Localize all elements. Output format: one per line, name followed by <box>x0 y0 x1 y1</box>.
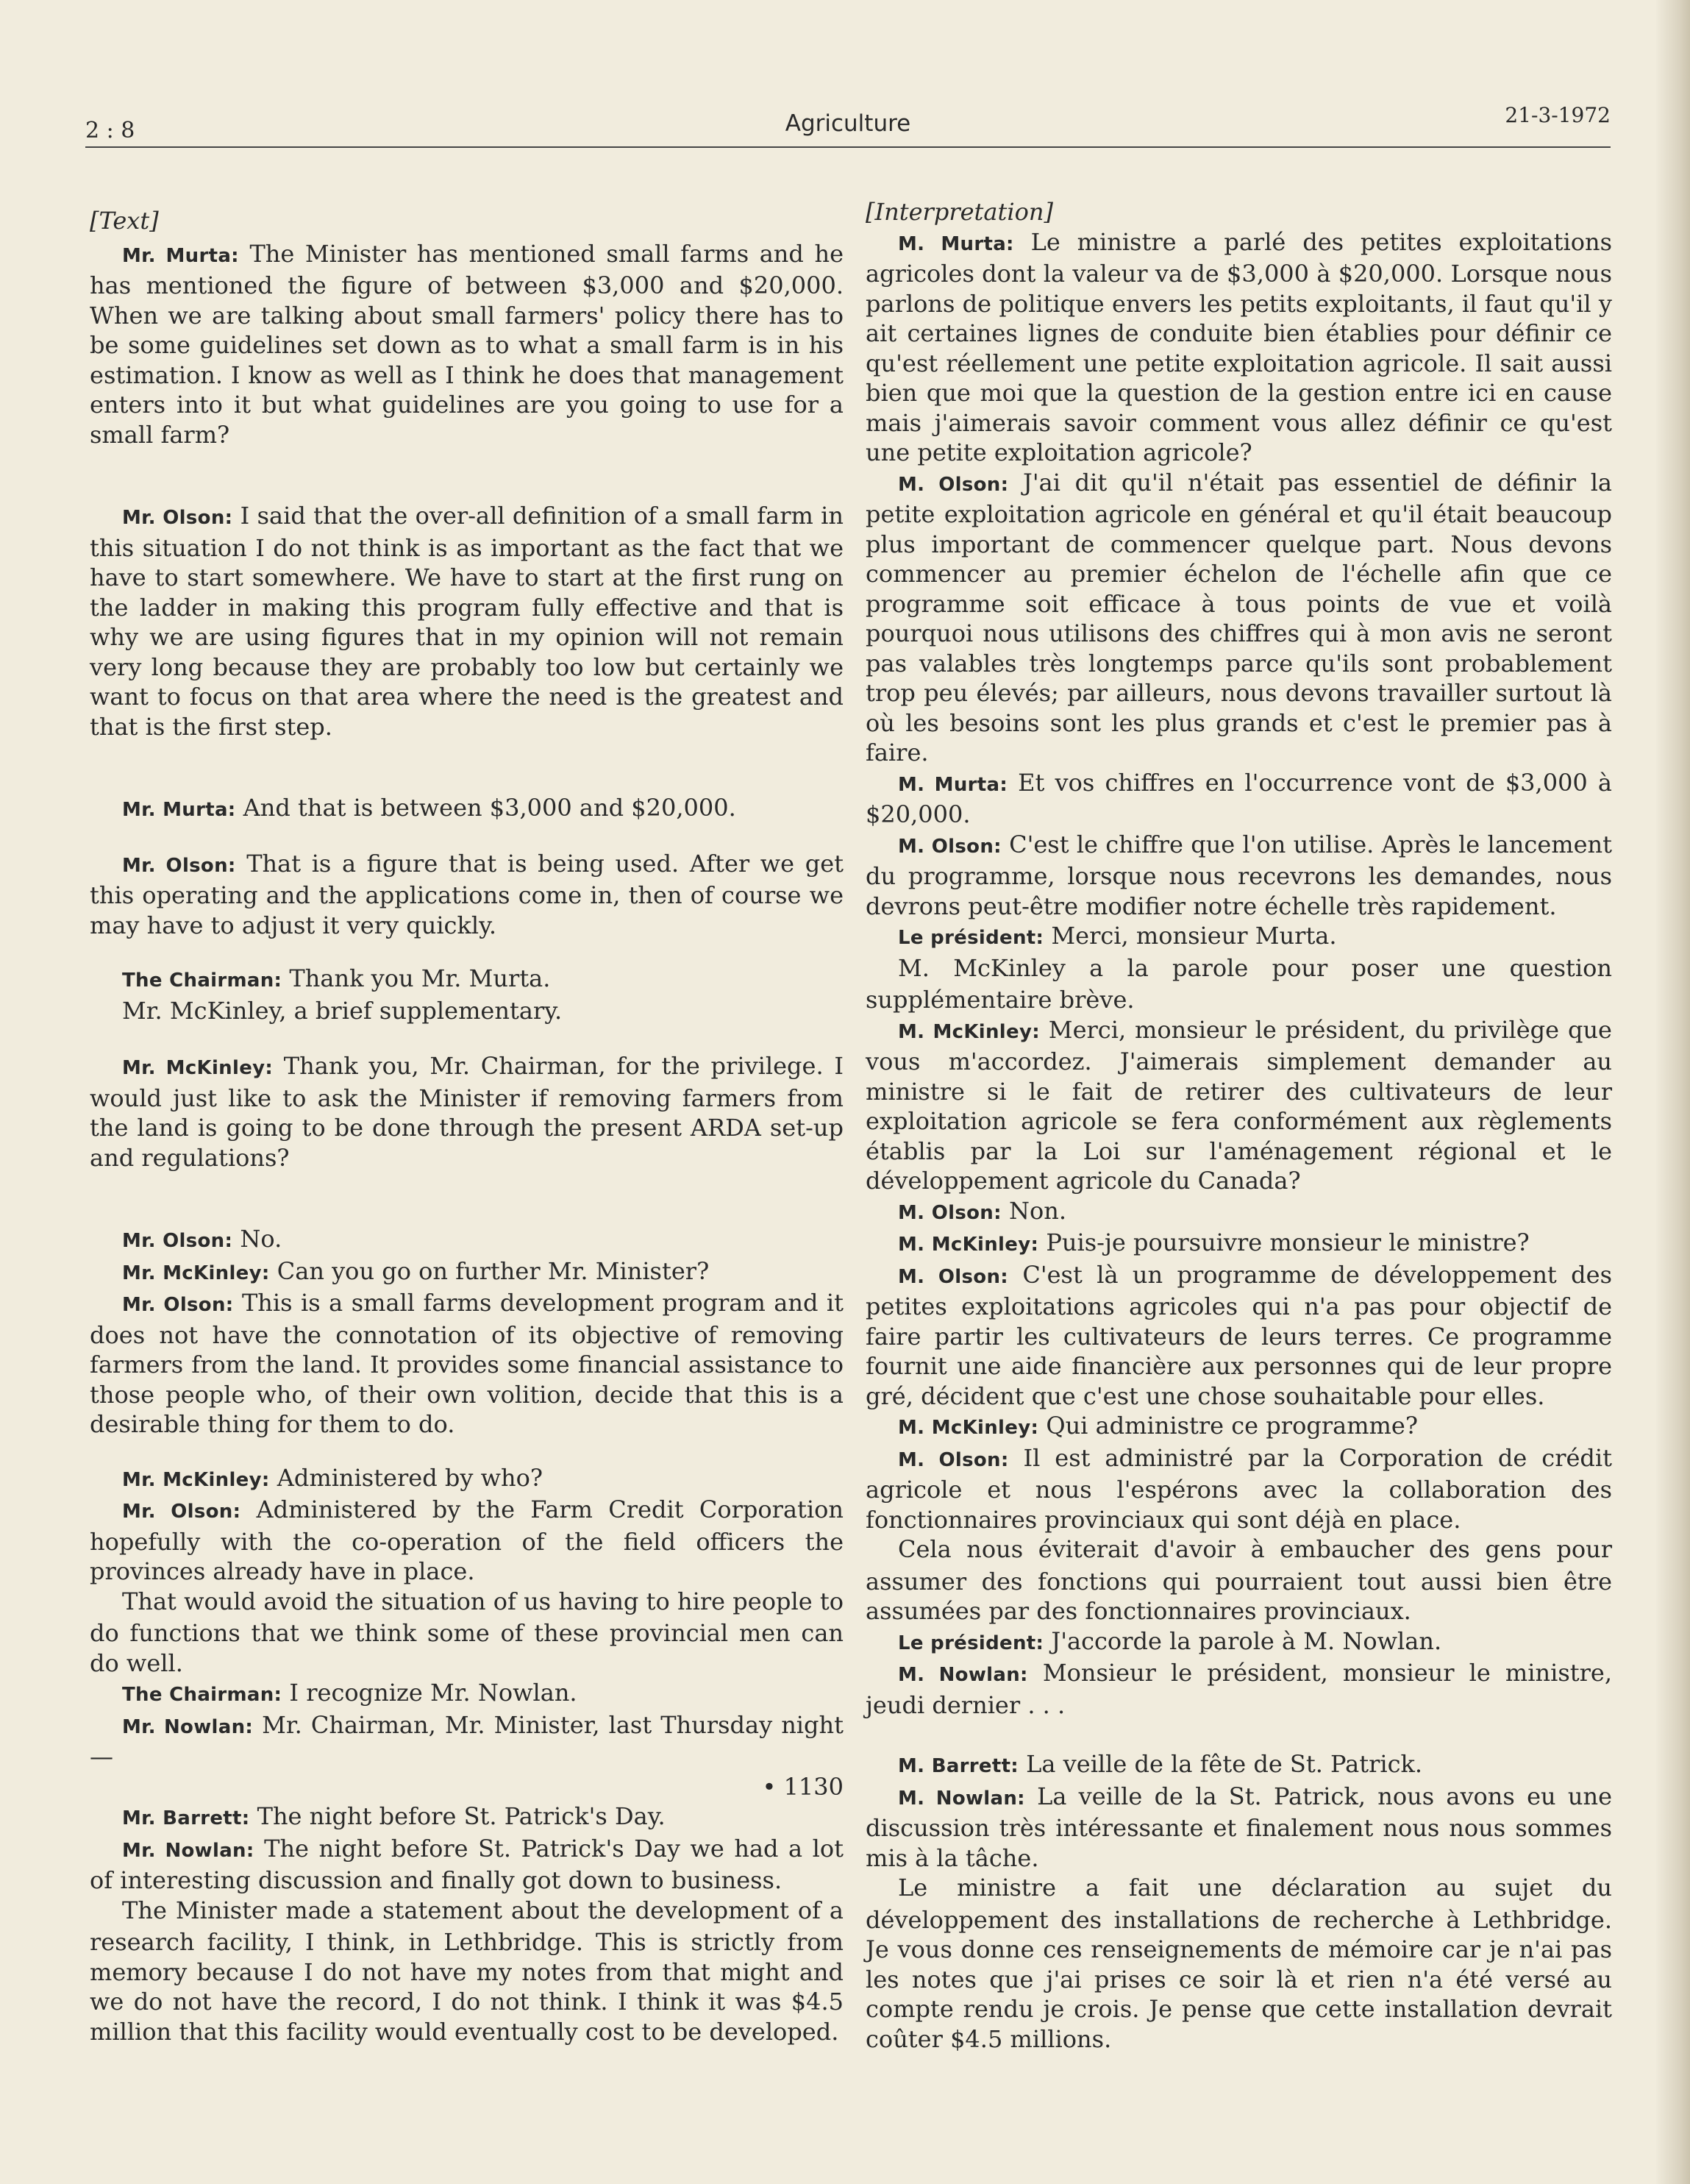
speaker: M. Olson: <box>898 473 1009 496</box>
page-binding-edge <box>1656 0 1690 2184</box>
speaker: M. McKinley: <box>898 1234 1039 1256</box>
speech-text: C'est là un programme de développement des petites exploitations agricoles qui n'a pas pour objectif de faire partir les cultivateurs de leurs terres. Ce programme fournit une aide financière aux personnes qui de leur propre gré, décident que c'est une chose souhaitable pour elles. <box>866 1260 1613 1410</box>
speech-text: The Minister has mentioned small farms and he has mentioned the figure of between $3,000 and $20,000. When we are talking about small farmers' policy there has to be some guidelines set down as to what a small farm is in his estimation. I know as well as I think he does that management enters into it but what guidelines are you going to use for a small farm? <box>90 239 844 449</box>
speech-text: Administered by the Farm Credit Corporation hopefully with the co-operation of the field officers the provinces already have in place. <box>90 1495 844 1585</box>
speaker: M. Nowlan: <box>898 1787 1025 1810</box>
speech-text: La veille de la fête de St. Patrick. <box>1019 1750 1423 1778</box>
speech-text: Cela nous éviterait d'avoir à embaucher des gens pour assumer des fonctions qui pourraient tout aussi bien être assumées par des fonctionnaires provinciaux. <box>866 1535 1612 1625</box>
page-date: 21-3-1972 <box>1505 103 1611 127</box>
speech-text: And that is between $3,000 and $20,000. <box>235 794 736 822</box>
paragraph <box>866 1749 1612 1782</box>
speaker: Mr. Olson: <box>122 507 233 529</box>
paragraph <box>90 793 844 825</box>
speech-text: The night before St. Patrick's Day we had a lot of interesting discussion and finally got down to business. <box>90 1834 844 1894</box>
header-rule <box>85 146 1611 148</box>
speech-text: Il est administré par la Corporation de crédit agricole et nous l'espérons avec la collaboration des fonctionnaires provinciaux qui sont déjà en place. <box>866 1443 1613 1534</box>
speaker: M. Olson: <box>898 1201 1002 1224</box>
speech-text: This is a small farms development program and it does not have the connotation of its objective of removing farmers from the land. It provides some financial assistance to those people who, of their own volition, decide that this is a desirable thing for them to do. <box>90 1289 844 1438</box>
speaker: M. McKinley: <box>898 1020 1040 1043</box>
speech-text: Monsieur le président, monsieur le ministre, jeudi dernier . . . <box>866 1659 1613 1719</box>
speech-text: That would avoid the situation of us having to hire people to do functions that we think some of these provincial men can do well. <box>90 1587 844 1677</box>
paragraph <box>90 1256 844 1289</box>
speech-text: Thank you Mr. Murta. <box>282 964 551 992</box>
speaker: Le président: <box>898 927 1044 949</box>
paragraph <box>90 1495 844 1587</box>
paragraph <box>90 1463 844 1495</box>
paragraph <box>866 1228 1612 1260</box>
speech-text: Mr. McKinley, a brief supplementary. <box>122 996 563 1025</box>
speech-text: I recognize Mr. Nowlan. <box>282 1679 577 1707</box>
paragraph <box>866 953 1612 1015</box>
paragraph <box>90 849 844 941</box>
paragraph <box>866 1015 1612 1196</box>
speech-text: J'ai dit qu'il n'était pas essentiel de définir la petite exploitation agricole en général et qu'il était beaucoup plus important de commencer quelque part. Nous devons commencer au premier échelon de l'échelle afin que ce programme soit efficace à tous points de vue et voilà pourquoi nous utilisons des chiffres qui à mon avis ne seront pas valables très longtemps parce qu'ils sont probablement trop peu élevés; par ailleurs, nous devons travailler surtout là où les besoins sont les plus grands et c'est le premier pas à faire. <box>866 468 1613 766</box>
speaker: Mr. Murta: <box>122 799 236 821</box>
paragraph <box>866 921 1612 953</box>
paragraph <box>866 1873 1612 2054</box>
speaker: M. Barrett: <box>898 1755 1019 1777</box>
paragraph <box>866 1626 1612 1659</box>
speaker: Mr. McKinley: <box>122 1057 274 1079</box>
french-column <box>866 197 1612 2054</box>
paragraph <box>90 501 844 741</box>
speaker: Mr. Olson: <box>122 1294 234 1316</box>
speaker: Mr. Olson: <box>122 1230 233 1252</box>
column-heading: [Interpretation] <box>866 198 1053 226</box>
speech-text: J'accorde la parole à M. Nowlan. <box>1044 1626 1442 1655</box>
paragraph <box>90 239 844 450</box>
paragraph <box>866 1443 1612 1535</box>
speaker: Mr. Nowlan: <box>122 1715 254 1738</box>
speaker: Mr. McKinley: <box>122 1468 270 1491</box>
paragraph <box>866 1411 1612 1443</box>
paragraph <box>90 1834 844 1896</box>
paragraph <box>90 1896 844 2047</box>
speaker: M. Murta: <box>898 773 1008 796</box>
paragraph <box>866 1260 1612 1412</box>
speech-text: Le ministre a fait une déclaration au sujet du développement des installations de recherche à Lethbridge. Je vous donne ces renseignements de mémoire car je n'ai pas les notes que j'ai prises ce soir là et rien n'a été versé au compte rendu je crois. Je pense que cette installation devrait coûter $4.5 millions. <box>866 1874 1612 2053</box>
time-marker: • 1130 <box>762 1772 844 1801</box>
speech-text: Le ministre a parlé des petites exploitations agricoles dont la valeur va de $3,000 à $20,000. Lorsque nous parlons de politique envers les petits exploitants, il faut qu'il y ait certaines lignes de conduite bien établies pour définir ce qu'est réellement une petite exploitation agricole. Il sait aussi bien que moi que la question de la gestion entre ici en cause mais j'aimerais savoir comment vous allez définir ce qu'est une petite exploitation agricole? <box>866 227 1612 466</box>
speech-text: M. McKinley a la parole pour poser une question supplémentaire brève. <box>866 953 1612 1014</box>
paragraph <box>866 1782 1612 1874</box>
paragraph <box>90 996 844 1028</box>
speech-text: The night before St. Patrick's Day. <box>249 1802 666 1830</box>
paragraph <box>866 1534 1612 1626</box>
speaker: M. Murta: <box>898 232 1014 255</box>
speaker: Mr. Olson: <box>122 1501 241 1523</box>
page-header <box>85 103 1611 149</box>
column-heading: [Text] <box>90 207 159 235</box>
speaker: Le président: <box>898 1632 1044 1654</box>
speech-text: Thank you, Mr. Chairman, for the privilege. I would just like to ask the Minister if removing farmers from the land is going to be done through the present ARDA set-up and regulations? <box>90 1052 844 1172</box>
speaker: Mr. Nowlan: <box>122 1839 254 1862</box>
paragraph <box>90 1051 844 1173</box>
paragraph <box>866 468 1612 768</box>
speaker: M. Olson: <box>898 835 1002 858</box>
speaker: Mr. Barrett: <box>122 1807 250 1829</box>
speech-text: Mr. Chairman, Mr. Minister, last Thursday night— <box>90 1710 844 1771</box>
speaker: Mr. McKinley: <box>122 1262 270 1284</box>
paragraph <box>90 1801 844 1834</box>
speech-text: Puis-je poursuivre monsieur le ministre? <box>1038 1228 1530 1256</box>
speaker: The Chairman: <box>122 1684 282 1706</box>
speech-text: Administered by who? <box>269 1463 543 1492</box>
speaker: M. Nowlan: <box>898 1664 1028 1686</box>
paragraph <box>866 227 1612 468</box>
page-number: 2 : 8 <box>85 118 135 143</box>
paragraph <box>90 1587 844 1679</box>
speaker: M. McKinley: <box>898 1417 1039 1439</box>
paragraph <box>866 1658 1612 1720</box>
paragraph <box>866 830 1612 922</box>
paragraph <box>90 1678 844 1710</box>
paragraph <box>90 1288 844 1440</box>
speech-text: C'est le chiffre que l'on utilise. Après le lancement du programme, lorsque nous recevrons les demandes, nous devrons peut-être modifier notre échelle très rapidement. <box>866 830 1613 920</box>
speech-text: Merci, monsieur Murta. <box>1044 922 1337 950</box>
speaker: Mr. Olson: <box>122 854 236 877</box>
paragraph <box>90 964 844 996</box>
speaker: The Chairman: <box>122 970 282 992</box>
speaker: M. Olson: <box>898 1448 1009 1471</box>
speech-text: La veille de la St. Patrick, nous avons eu une discussion très intéressante et finalement nous nous sommes mis à la tâche. <box>866 1782 1612 1872</box>
speaker: M. Olson: <box>898 1265 1008 1288</box>
paragraph <box>866 768 1612 830</box>
speech-text: That is a figure that is being used. After we get this operating and the applications come in, then of course we may have to adjust it very quickly. <box>90 849 844 939</box>
speech-text: I said that the over-all definition of a small farm in this situation I do not think is as important as the fact that we have to start somewhere. We have to start at the first rung on the ladder in making this program fully effective and that is why we are using figures that in my opinion will not remain very long because they are probably too low but certainly we want to focus on that area where the need is the greatest and that is the first step. <box>90 502 844 741</box>
speech-text: Qui administre ce programme? <box>1038 1412 1418 1440</box>
speech-text: Non. <box>1001 1196 1066 1225</box>
paragraph <box>90 1710 844 1772</box>
english-column <box>90 206 844 2046</box>
speech-text: The Minister made a statement about the development of a research facility, I think, in Lethbridge. This is strictly from memory because I do not have my notes from that might and we do not have the record, I do not think. I think it was $4.5 million that this facility would eventually cost to be developed. <box>90 1896 844 2046</box>
speaker: Mr. Murta: <box>122 244 239 267</box>
speech-text: No. <box>232 1225 282 1253</box>
running-title: Agriculture <box>785 110 911 137</box>
speech-text: Et vos chiffres en l'occurrence vont de $3,000 à $20,000. <box>866 768 1613 828</box>
paragraph <box>866 1196 1612 1228</box>
speech-text: Can you go on further Mr. Minister? <box>269 1256 710 1285</box>
speech-text: Merci, monsieur le président, du privilège que vous m'accordez. J'aimerais simplement demander au ministre si le fait de retirer des cultivateurs de leur exploitation agricole se fera conformément aux règlements établis par la Loi sur l'aménagement régional et le développement agricole du Canada? <box>866 1015 1612 1195</box>
paragraph <box>90 1224 844 1256</box>
